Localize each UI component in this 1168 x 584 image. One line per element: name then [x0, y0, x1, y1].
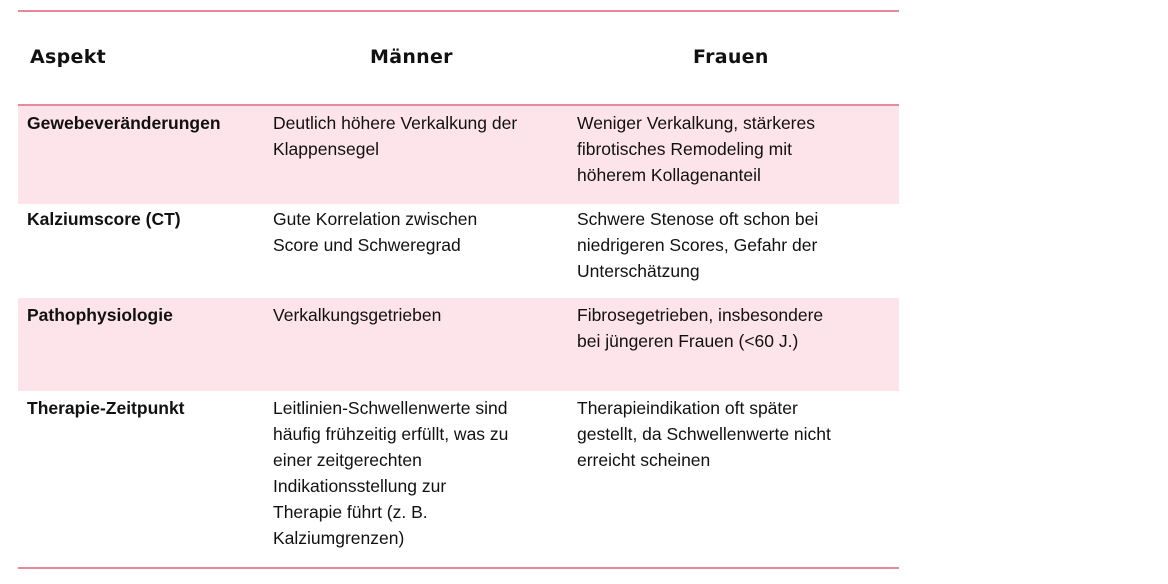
table-row: [18, 298, 899, 391]
cell-line: Schwere Stenose oft schon bei: [577, 209, 819, 229]
frauen-cell: [577, 110, 887, 188]
aspekt-cell: Therapie-Zeitpunkt: [27, 398, 185, 418]
cell-line: Verkalkungsgetrieben: [273, 305, 442, 325]
cell-line: Kalziumgrenzen): [273, 528, 405, 548]
table-row: [18, 104, 899, 204]
aspekt-cell: Pathophysiologie: [27, 305, 173, 325]
table-header: [18, 40, 899, 80]
cell-line: Unterschätzung: [577, 261, 700, 281]
cell-line: Weniger Verkalkung, stärkeres: [577, 113, 815, 133]
frauen-cell: [577, 302, 887, 354]
frauen-cell: [577, 395, 887, 473]
cell-line: niedrigeren Scores, Gefahr der: [577, 235, 818, 255]
table-row: [18, 391, 899, 561]
cell-line: fibrotisches Remodeling mit: [577, 139, 792, 159]
aspekt-cell: Kalziumscore (CT): [27, 209, 181, 229]
cell-line: bei jüngeren Frauen (<60 J.): [577, 331, 799, 351]
table-row: [18, 202, 899, 298]
maenner-cell: [273, 110, 563, 162]
cell-line: einer zeitgerechten: [273, 450, 422, 470]
header-aspekt: Aspekt: [30, 46, 107, 68]
aspekt-cell: Gewebeveränderungen: [27, 113, 221, 133]
maenner-cell: [273, 395, 563, 551]
header-maenner: Männer: [370, 46, 453, 68]
frauen-cell: [577, 206, 887, 284]
header-frauen: Frauen: [693, 46, 769, 68]
cell-line: Therapieindikation oft später: [577, 398, 798, 418]
maenner-cell: [273, 302, 563, 328]
cell-line: Fibrosegetrieben, insbesondere: [577, 305, 824, 325]
cell-line: häufig frühzeitig erfüllt, was zu: [273, 424, 509, 444]
table-bottom-rule: [18, 567, 899, 569]
cell-line: Gute Korrelation zwischen: [273, 209, 478, 229]
table-top-rule: [18, 10, 899, 12]
maenner-cell: [273, 206, 563, 258]
cell-line: Deutlich höhere Verkalkung der: [273, 113, 518, 133]
cell-line: erreicht scheinen: [577, 450, 711, 470]
cell-line: Indikationsstellung zur: [273, 476, 447, 496]
cell-line: Therapie führt (z. B.: [273, 502, 428, 522]
cell-line: gestellt, da Schwellenwerte nicht: [577, 424, 831, 444]
cell-line: Klappensegel: [273, 139, 380, 159]
cell-line: höherem Kollagenanteil: [577, 165, 761, 185]
cell-line: Score und Schweregrad: [273, 235, 461, 255]
cell-line: Leitlinien-Schwellenwerte sind: [273, 398, 508, 418]
